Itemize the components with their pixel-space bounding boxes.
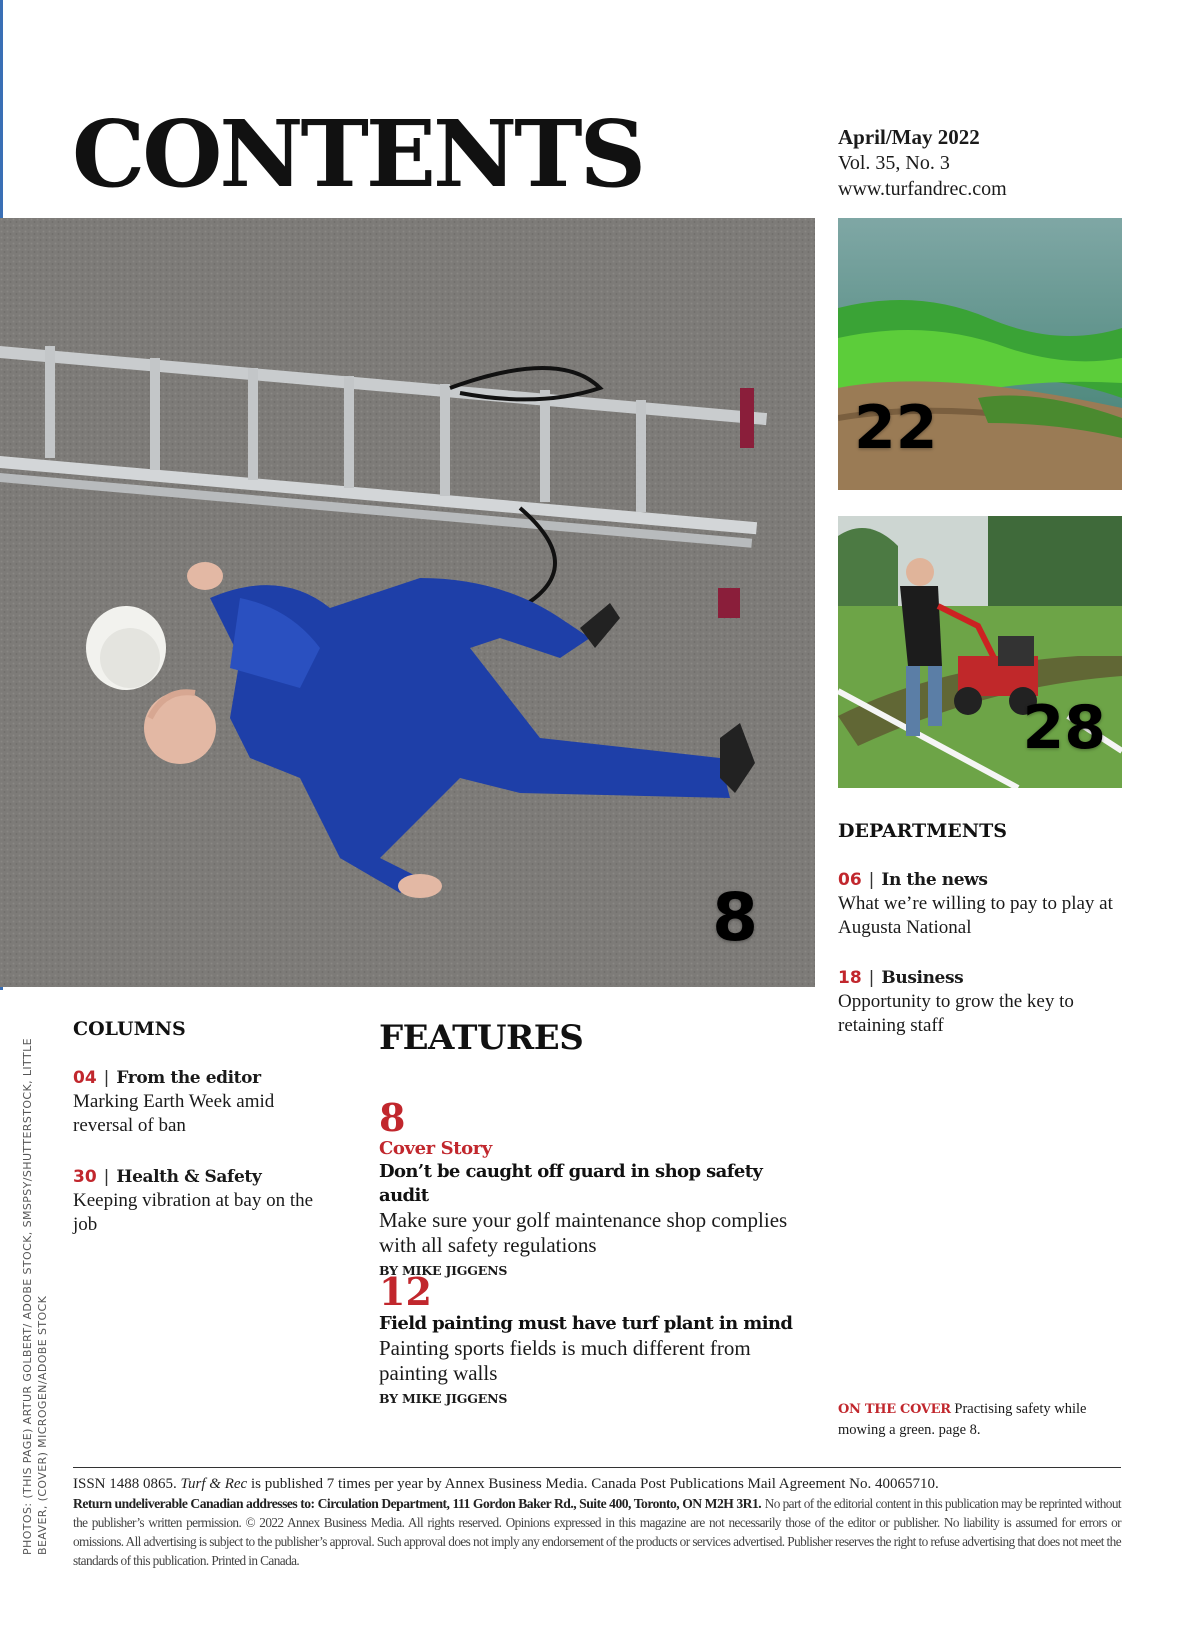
columns-heading: COLUMNS — [73, 1018, 186, 1040]
page-title: CONTENTS — [72, 100, 644, 208]
department-page-number: 18 — [838, 968, 862, 988]
on-the-cover-text: Practising safety while mowing a green. page 8. — [838, 1401, 1087, 1438]
footer-line-1 — [73, 1475, 1121, 1494]
return-address: Return undeliverable Canadian addresses to: Circulation Department, 111 Gordon Baker Rd., Suite 400, Toronto, ON M2H 3R1. — [73, 1496, 762, 1511]
divider-bar: | — [103, 1167, 110, 1187]
feature-item-field-painting[interactable] — [379, 1269, 809, 1406]
volume-number: Vol. 35, No. 3 — [838, 152, 950, 174]
column-page-number: 04 — [73, 1068, 97, 1088]
cover-page-number: 8 — [712, 879, 758, 956]
department-item-business[interactable] — [838, 966, 1128, 1038]
website-link[interactable]: www.turfandrec.com — [838, 178, 1007, 200]
turf-edger-illustration — [838, 516, 1122, 788]
feature-page-number: 8 — [379, 1095, 406, 1140]
column-category: Health & Safety — [116, 1167, 262, 1187]
department-description: Opportunity to grow the key to retaining staff — [838, 991, 1074, 1036]
publication-statement: is published 7 times per year by Annex Business Media. Canada Post Publications Mail Agreement No. 40065710. — [250, 1476, 939, 1492]
feature-byline: BY MIKE JIGGENS — [379, 1263, 508, 1278]
thumbnail-page-22[interactable] — [838, 218, 1122, 490]
feature-title: Field painting must have turf plant in mind — [379, 1313, 793, 1334]
column-page-number: 30 — [73, 1167, 97, 1187]
publication-name: Turf & Rec — [180, 1476, 248, 1492]
cover-image[interactable] — [0, 218, 815, 987]
issue-info — [838, 124, 1007, 202]
feature-description: Make sure your golf maintenance shop complies with all safety regulations — [379, 1208, 788, 1257]
column-item-from-the-editor[interactable] — [73, 1066, 338, 1138]
thumbnail-22-number: 22 — [854, 393, 938, 463]
department-description: What we’re willing to pay to play at Augusta National — [838, 893, 1113, 938]
features-heading: FEATURES — [379, 1018, 584, 1058]
feature-byline: BY MIKE JIGGENS — [379, 1391, 508, 1406]
algae-shore-illustration — [838, 218, 1122, 490]
divider-bar: | — [103, 1068, 110, 1088]
department-page-number: 06 — [838, 870, 862, 890]
issn-number: ISSN 1488 0865. — [73, 1476, 177, 1492]
feature-page-number: 12 — [379, 1269, 432, 1314]
column-item-health-safety[interactable] — [73, 1165, 338, 1237]
department-category: Business — [881, 968, 964, 988]
department-item-in-the-news[interactable] — [838, 868, 1128, 940]
column-category: From the editor — [116, 1068, 261, 1088]
department-category: In the news — [881, 870, 988, 890]
feature-description: Painting sports fields is much different from painting walls — [379, 1336, 751, 1385]
column-description: Keeping vibration at bay on the job — [73, 1190, 314, 1235]
legal-notice: No part of the editorial content in this publication may be reprinted without the publisher’s written permission. © 2022 Annex Business Media. All rights reserved. Opinions expressed in this magazine are not necessarily those of the editor or publisher. No liability is assumed for errors or omissions. All advertising is subject to the publisher’s approval. Such approval does not imply any endorsement of the products or services advertised. Publisher reserves the right to refuse advertising that does not meet the standards of this publication. Printed in Canada. — [73, 1496, 1122, 1568]
divider-bar: | — [868, 968, 875, 988]
hard-hat-shape — [86, 606, 166, 690]
feature-item-cover-story[interactable] — [379, 1095, 809, 1278]
divider-bar: | — [868, 870, 875, 890]
thumbnail-28-number: 28 — [1022, 693, 1106, 763]
departments-heading: DEPARTMENTS — [838, 820, 1007, 842]
column-description: Marking Earth Week amid reversal of ban — [73, 1091, 275, 1136]
cover-illustration — [0, 218, 815, 987]
feature-tag: Cover Story — [379, 1138, 492, 1159]
issue-date: April/May 2022 — [838, 125, 980, 149]
on-the-cover-note — [838, 1399, 1108, 1440]
publication-footer — [73, 1467, 1121, 1570]
photo-credit: PHOTOS: (THIS PAGE) ARTUR GOLBERT/ ADOBE STOCK, SMSPSY/SHUTTERSTOCK, LITTLE BEAVER, (COVER) MICROGEN/ADOBE STOCK — [21, 1038, 49, 1555]
on-the-cover-label: ON THE COVER — [838, 1402, 951, 1417]
feature-title: Don’t be caught off guard in shop safety audit — [379, 1161, 763, 1206]
thumbnail-page-28[interactable] — [838, 516, 1122, 788]
footer-legal — [73, 1494, 1121, 1570]
